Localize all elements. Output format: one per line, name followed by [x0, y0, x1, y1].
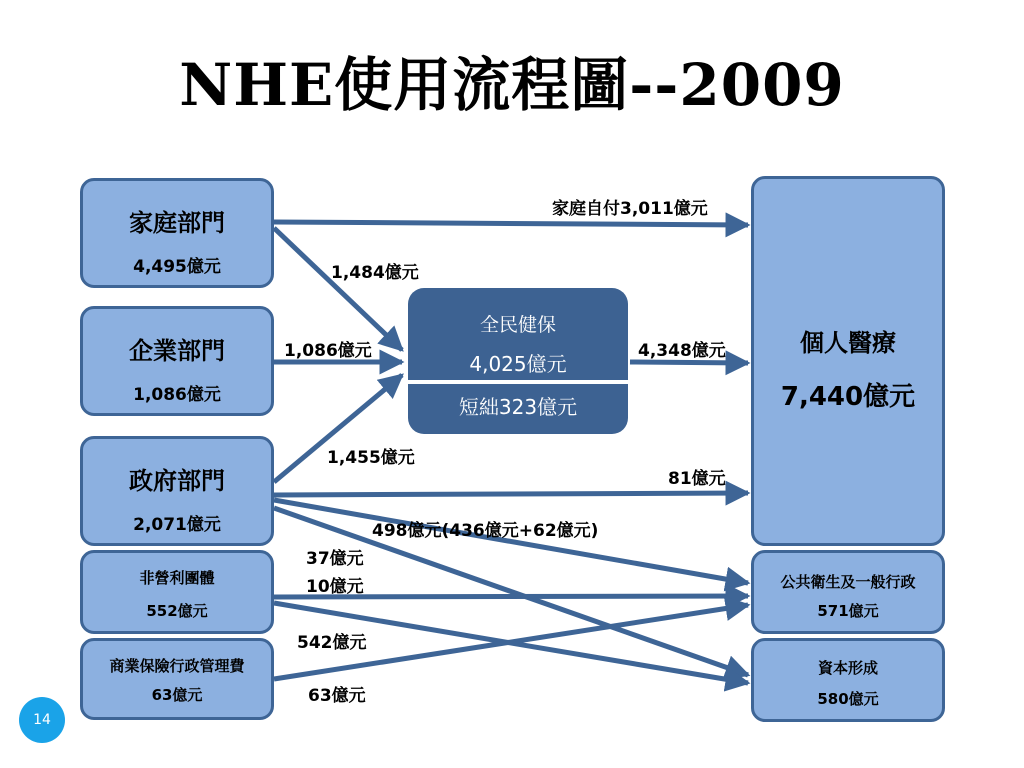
- nonprofit-amount: 552億元: [146, 602, 208, 620]
- arrow-government-public: [274, 500, 748, 583]
- enterprise-sector-name: 企業部門: [129, 337, 225, 365]
- public-health-box: [751, 550, 945, 634]
- public-health-name: 公共衛生及一般行政: [780, 573, 916, 591]
- page-title: NHE使用流程圖--2009: [179, 51, 845, 119]
- flow-label-enterprise-nhi: 1,086億元: [284, 341, 372, 361]
- public-health-amount: 571億元: [817, 602, 879, 620]
- arrow-nhi-personal: [630, 362, 748, 363]
- capital-formation-name: 資本形成: [817, 659, 878, 677]
- flow-label-household-nhi: 1,484億元: [331, 263, 419, 283]
- household-sector-box: [80, 178, 274, 288]
- arrow-household-nhi: [274, 228, 402, 350]
- nhi-divider: [408, 380, 628, 384]
- insurance-admin-amount: 63億元: [151, 686, 203, 704]
- nhi-box: [408, 288, 628, 434]
- capital-formation-amount: 580億元: [817, 690, 879, 708]
- flow-label-insurance-public: 63億元: [308, 686, 366, 706]
- personal-care-box: [751, 176, 945, 546]
- arrow-household-personal: [274, 222, 748, 225]
- household-sector-name: 家庭部門: [129, 209, 225, 237]
- enterprise-sector-amount: 1,086億元: [133, 385, 221, 405]
- personal-care-name: 個人醫療: [800, 329, 896, 357]
- flow-label-government-personal: 81億元: [668, 469, 726, 489]
- government-sector-amount: 2,071億元: [133, 515, 221, 535]
- personal-care-amount: 7,440億元: [780, 382, 916, 412]
- nonprofit-name: 非營利團體: [139, 569, 215, 587]
- arrow-government-personal: [274, 493, 748, 495]
- government-sector-box: [80, 436, 274, 546]
- flow-label-nonprofit-personal: 542億元: [297, 633, 367, 653]
- flow-label-government-nhi: 1,455億元: [327, 448, 415, 468]
- enterprise-sector-box: [80, 306, 274, 416]
- nonprofit-box: [80, 550, 274, 634]
- insurance-admin-box: [80, 638, 274, 720]
- flow-label-nhi-personal: 4,348億元: [638, 341, 726, 361]
- capital-formation-box: [751, 638, 945, 722]
- nhi-name: 全民健保: [479, 314, 556, 336]
- nhi-shortfall: 短絀323億元: [458, 395, 578, 419]
- nhi-amount: 4,025億元: [469, 352, 567, 376]
- flow-label-government-public: 498億元(436億元+62億元): [372, 521, 599, 541]
- government-sector-name: 政府部門: [129, 467, 225, 495]
- flow-label-government-capital: 37億元: [306, 549, 364, 569]
- household-sector-amount: 4,495億元: [133, 257, 221, 277]
- page-number-badge: 14: [19, 697, 65, 743]
- flow-label-household-direct: 家庭自付3,011億元: [552, 199, 708, 219]
- flow-label-nonprofit-public: 10億元: [306, 577, 364, 597]
- insurance-admin-name: 商業保險行政管理費: [109, 657, 245, 675]
